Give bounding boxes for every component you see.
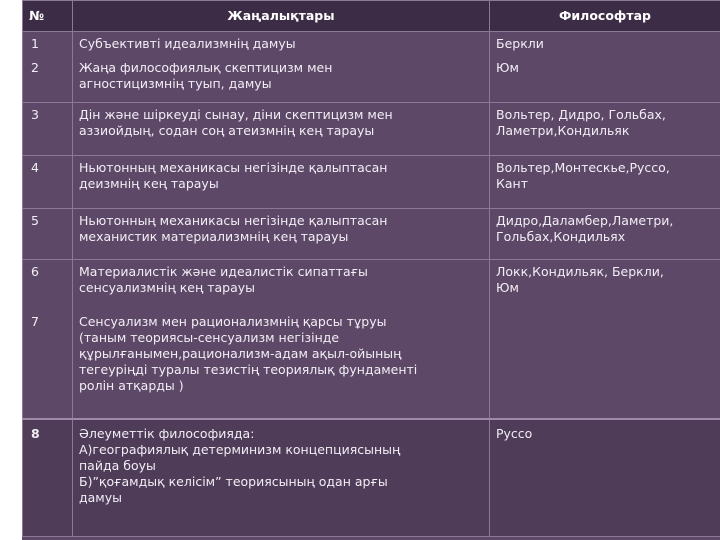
row-number: 1: [23, 32, 73, 59]
row-number: 7: [23, 312, 73, 419]
header-news: Жаңалықтары: [73, 1, 490, 32]
slide-background: [22, 0, 720, 540]
table-row: [23, 419, 720, 537]
table-row: [23, 156, 720, 209]
row-number: 4: [23, 156, 73, 209]
row-news: Сенсуализм мен рационализмнің қарсы тұруы (таным теориясы-сенсуализм негізінде құрылғанымен,рационализм-адам ақыл-ойының тегеуріңді туралы тезистің теориялық фундаменті ролін атқарды ): [73, 312, 490, 419]
row-philosophers: [490, 312, 720, 419]
philosophy-table: [22, 0, 720, 537]
row-philosophers: Дидро,Даламбер,Ламетри, Гольбах,Кондильях: [490, 209, 720, 260]
row-news: Материалистік және идеалистік сипаттағы сенсуализмнің кең тарауы: [73, 260, 490, 313]
row-philosophers: Вольтер,Монтескье,Руссо, Кант: [490, 156, 720, 209]
row-number: 6: [23, 260, 73, 313]
row-number: 2: [23, 58, 73, 103]
table-row: [23, 103, 720, 156]
table-row: [23, 209, 720, 260]
row-news: Дін және шіркеуді сынау, діни скептицизм мен аззиойдың, содан соң атеизмнің кең тарауы: [73, 103, 490, 156]
row-philosophers: Руссо: [490, 419, 720, 537]
header-number: №: [23, 1, 73, 32]
row-news: Субъективті идеализмнің дамуы: [73, 32, 490, 59]
row-news: Ньютонның механикасы негізінде қалыптасан механистик материализмнің кең тарауы: [73, 209, 490, 260]
row-philosophers: Вольтер, Дидро, Гольбах, Ламетри,Кондильяк: [490, 103, 720, 156]
header-philosophers: Философтар: [490, 1, 720, 32]
row-number: 3: [23, 103, 73, 156]
row-philosophers: Локк,Кондильяк, Беркли, Юм: [490, 260, 720, 313]
table-row: [23, 260, 720, 313]
row-news: Ньютонның механикасы негізінде қалыптасан деизмнің кең тарауы: [73, 156, 490, 209]
table-row: [23, 58, 720, 103]
row-number: 5: [23, 209, 73, 260]
row-philosophers: Юм: [490, 58, 720, 103]
table-header-row: [23, 1, 720, 32]
table-row: [23, 32, 720, 59]
row-news: Жаңа философиялық скептицизм мен агностицизмнің туып, дамуы: [73, 58, 490, 103]
row-philosophers: Беркли: [490, 32, 720, 59]
row-news: Әлеуметтік философияда: А)географиялық детерминизм концепциясының пайда боуы Б)”қоғамдық келісім” теориясының одан арғы дамуы: [73, 419, 490, 537]
table-row: [23, 312, 720, 419]
row-number: 8: [23, 419, 73, 537]
